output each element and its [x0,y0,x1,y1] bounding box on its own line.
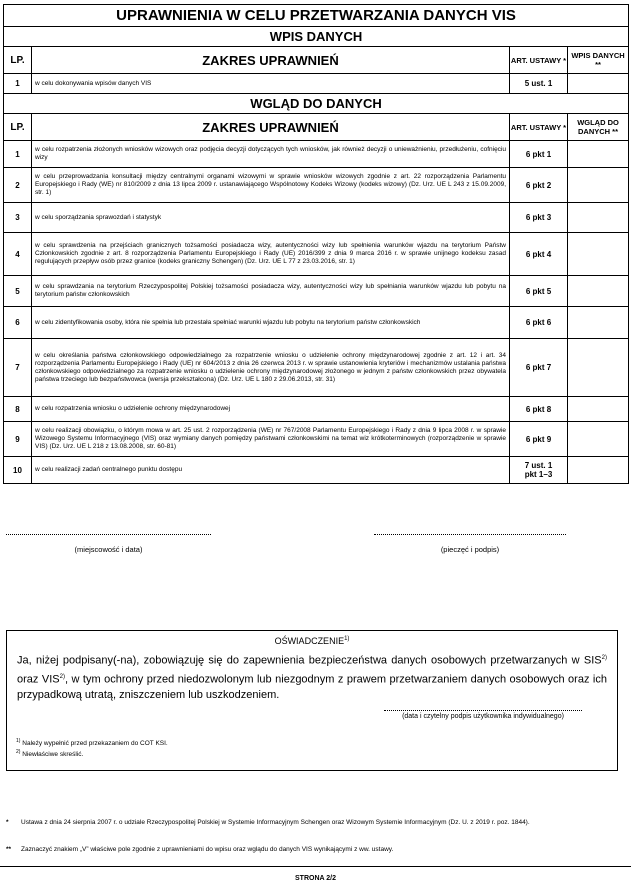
view-checkbox-5[interactable] [568,276,629,307]
row-number: 1 [4,141,32,168]
row-article: 6 pkt 8 [510,397,568,422]
declaration-footnote-1 [16,738,168,747]
row-article: 6 pkt 1 [510,141,568,168]
declaration-title-text: OŚWIADCZENIE [274,636,345,646]
row-scope: w celu sprawdzania na terytorium Rzeczypospolitej Polskiej tożsamości posiadacza wizy, autentyczności wizy lub spełniania warunków wjazdu lub pobytu na terytorium państw członkowskich [32,276,510,307]
row-article: 6 pkt 7 [510,339,568,397]
row-article: 6 pkt 3 [510,203,568,233]
page-number: STRONA 2/2 [295,875,336,882]
row-article: 6 pkt 2 [510,168,568,203]
footnote-double-star-text: Zaznaczyć znakiem „V” właściwe pole zgodnie z uprawnieniami do wpisu oraz wglądu do danych VIS wynikającymi z ww. ustawy. [21,846,394,853]
declaration-text-part: Ja, niżej podpisany(-na), zobowiązuję się do zapewnienia bezpieczeństwa danych osobowych przetwarzanych w SIS [17,654,602,667]
table-row [4,74,629,94]
view-checkbox-1[interactable] [568,141,629,168]
table-row [4,422,629,457]
row-number: 10 [4,457,32,484]
declaration-signature-line[interactable] [384,710,582,711]
row-number: 7 [4,339,32,397]
row-number: 4 [4,233,32,276]
section-heading-entry: WPIS DANYCH [4,27,629,47]
table-row [4,168,629,203]
footnote-text: Należy wypełnić przed przekazaniem do COT KSI. [20,740,168,748]
view-checkbox-4[interactable] [568,233,629,276]
table-row [4,233,629,276]
declaration-text-part: oraz VIS [17,673,60,686]
row-scope: w celu dokonywania wpisów danych VIS [32,74,510,94]
declaration-text-part: , w tym ochrony przed niedozwolonym lub niezgodnym z prawem przetwarzaniem danych osobowych oraz ich przypadkową utratą, zniszczeniem lub uszkodzeniem. [17,673,607,702]
row-number: 2 [4,168,32,203]
view-checkbox-3[interactable] [568,203,629,233]
row-number: 9 [4,422,32,457]
row-number: 1 [4,74,32,94]
row-number: 8 [4,397,32,422]
view-checkbox-8[interactable] [568,397,629,422]
permissions-table [3,4,629,484]
footnote-text: Niewłaściwe skreślić. [20,751,84,759]
footnote-mark: 2) [601,655,607,661]
row-article: 5 ust. 1 [510,74,568,94]
view-header-row [4,114,629,141]
row-scope: w celu sprawdzenia na przejściach granicznych tożsamości posiadacza wizy, autentyczności wizy lub spełnienia warunków wjazdu na terytorium Państw Członkowskich zgodnie z art. 8 rozporządzenia Parlamentu Europejskiego i Rady (UE) 2016/399 z dnia 9 marca 2016 r. w sprawie unijnego kodeksu zasad regulujących przepływ osób przez granice (kodeks graniczny Schengen) (Dz. Urz. UE L 77 z 23.03.2016, str. 1) [32,233,510,276]
table-row [4,457,629,484]
row-article: 6 pkt 6 [510,307,568,339]
column-header-entry: WPIS DANYCH ** [568,47,629,74]
declaration-box [6,630,618,771]
row-article-line-1: 7 ust. 1 [524,461,553,470]
column-header-scope: ZAKRES UPRAWNIEŃ [32,47,510,74]
view-checkbox-2[interactable] [568,168,629,203]
footnote-star-text: Ustawa z dnia 24 sierpnia 2007 r. o udziale Rzeczypospolitej Polskiej w Systemie Informacyjnym Schengen oraz Wizowym Systemie Informacyjnym (Dz. U. z 2019 r. poz. 1844). [21,819,530,826]
row-scope: w celu rozpatrzenia złożonych wniosków wizowych oraz podjęcia decyzji dotyczących tych wniosków, jak również decyzji o unieważnieniu, przedłużeniu, cofnięciu wizy [32,141,510,168]
footnote-mark: 2) [16,749,21,755]
footnote-mark: 2) [59,673,65,680]
column-header-view: WGLĄD DO DANYCH ** [568,114,629,141]
table-row [4,276,629,307]
row-article: 6 pkt 5 [510,276,568,307]
row-scope: w celu określania państwa członkowskiego odpowiedzialnego za rozpatrzenie wniosku o udzielenie ochrony międzynarodowej zgodnie z art. 12 i art. 34 rozporządzenia Parlamentu Europejskiego i Rady (UE) nr 604/2013 z dnia 26 czerwca 2013 r. w sprawie ustanowienia kryteriów i mechanizmów ustalania państwa członkowskiego odpowiedzialnego za rozpatrzenie wniosku o udzielenie ochrony międzynarodowej złożonego w jednym z państw członkowskich przez obywatela państwa trzeciego lub bezpaństwowca (wersja przekształcona) (Dz. Urz. UE L 180 z 29.06.2013, str. 31) [32,339,510,397]
row-scope: w celu rozpatrzenia wniosku o udzielenie ochrony międzynarodowej [32,397,510,422]
declaration-text [17,650,607,703]
row-scope: w celu realizacji obowiązku, o którym mowa w art. 25 ust. 2 rozporządzenia (WE) nr 767/2008 Parlamentu Europejskiego i Rady z dnia 9 lipca 2008 r. w sprawie Wizowego Systemu Informacyjnego (VIS) oraz wymiany danych pomiędzy państwami członkowskimi na temat wiz krótkoterminowych (rozporządzenie w sprawie VIS) (Dz. Urz. UE L 218 z 13.08.2008, str. 60-81) [32,422,510,457]
row-article [510,457,568,484]
row-number: 6 [4,307,32,339]
footnote-mark: 1) [344,636,350,642]
table-row [4,203,629,233]
table-row [4,307,629,339]
column-header-lp: LP. [4,114,32,141]
view-checkbox-7[interactable] [568,339,629,397]
table-row [4,339,629,397]
row-scope: w celu realizacji zadań centralnego punktu dostępu [32,457,510,484]
footnote-star-mark: * [6,819,9,826]
place-date-line[interactable] [6,534,211,535]
entry-header-row [4,47,629,74]
stamp-signature-label: (pieczęć i podpis) [440,545,500,554]
form-title: UPRAWNIENIA W CELU PRZETWARZANIA DANYCH VIS [4,5,629,27]
footer-divider [0,866,631,867]
row-scope: w celu przeprowadzania konsultacji między centralnymi organami wizowymi w sprawie wniosków wizowych zgodnie z art. 22 rozporządzenia Parlamentu Europejskiego i Rady (WE) nr 810/2009 z dnia 13 lipca 2009 r. ustanawiającego Wspólnotowy Kodeks Wizowy (kodeks wizowy) (Dz. Urz. UE L 243 z 15.09.2009, str. 1) [32,168,510,203]
view-checkbox-9[interactable] [568,422,629,457]
row-article: 6 pkt 9 [510,422,568,457]
declaration-footnote-2 [16,749,83,758]
declaration-title [7,636,617,646]
footnote-double-star-mark: ** [6,846,12,853]
entry-checkbox-1[interactable] [568,74,629,94]
section-heading-view: WGLĄD DO DANYCH [4,94,629,114]
row-number: 3 [4,203,32,233]
column-header-article: ART. USTAWY * [510,47,568,74]
row-scope: w celu zidentyfikowania osoby, która nie spełnia lub przestała spełniać warunki wjazdu lub pobytu na terytorium państw członkowskich [32,307,510,339]
column-header-scope: ZAKRES UPRAWNIEŃ [32,114,510,141]
declaration-signature-label: (data i czytelny podpis użytkownika indywidualnego) [402,713,564,720]
column-header-lp: LP. [4,47,32,74]
row-scope: w celu sporządzania sprawozdań i statystyk [32,203,510,233]
stamp-signature-line[interactable] [374,534,566,535]
place-date-label: (miejscowość i data) [74,545,143,554]
table-row [4,397,629,422]
footnote-mark: 1) [16,738,21,744]
column-header-article: ART. USTAWY * [510,114,568,141]
view-checkbox-10[interactable] [568,457,629,484]
row-article-line-2: pkt 1–3 [524,470,553,479]
row-number: 5 [4,276,32,307]
row-article: 6 pkt 4 [510,233,568,276]
table-row [4,141,629,168]
view-checkbox-6[interactable] [568,307,629,339]
